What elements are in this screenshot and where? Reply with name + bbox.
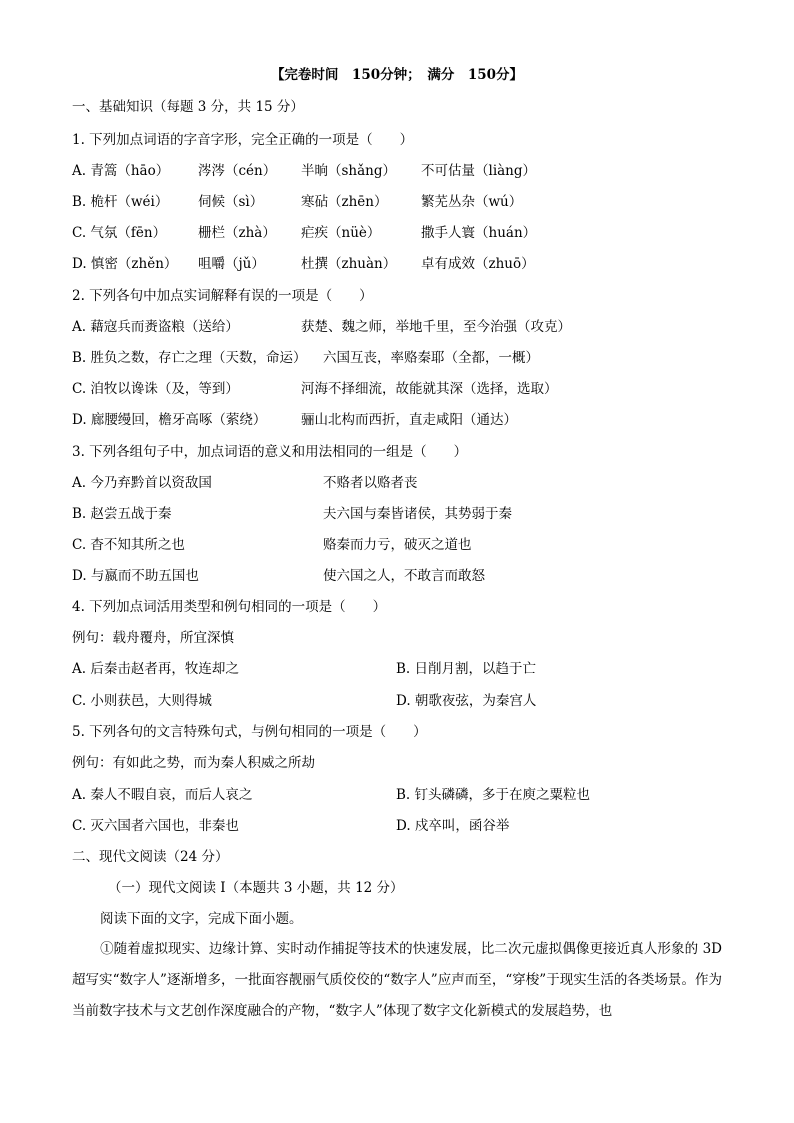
option-cell: 六国互丧，率赂秦耶（全都，一概） [323, 350, 539, 366]
option-cell: A. 今乃弃黔首以资敌国 [72, 475, 212, 491]
subsection-title: （一）现代文阅读 I（本题共 3 小题，共 12 分） [108, 880, 404, 896]
option-cell: D. 与嬴而不助五国也 [72, 568, 199, 584]
reading-paragraph [72, 934, 722, 1027]
question-5-stem: 5. 下列各句的文言特殊句式，与例句相同的一项是（ ） [72, 724, 427, 740]
option-cell: C. 灭六国者六国也，非秦也 [72, 818, 239, 834]
section-2-title: 二、现代文阅读（24 分） [72, 849, 229, 865]
option-cell: A. 后秦击赵者再，牧连却之 [72, 661, 239, 677]
question-4-stem: 4. 下列加点词活用类型和例句相同的一项是（ ） [72, 599, 387, 615]
option-cell: 河海不择细流，故能就其深（选择，选取） [301, 381, 558, 397]
option-cell: C. 杳不知其所之也 [72, 537, 185, 553]
question-3-stem: 3. 下列各组句子中，加点词语的意义和用法相同的一组是（ ） [72, 444, 468, 460]
option-cell: A. 藉寇兵而赉盗粮（送给） [72, 319, 239, 335]
question-1-stem: 1. 下列加点词语的字音字形，完全正确的一项是（ ） [72, 132, 414, 148]
option-cell: B. 赵尝五战于秦 [72, 506, 172, 522]
option-cell: 杜撰（zhuàn） [301, 256, 397, 272]
question-5-example: 例句：有如此之势，而为秦人积威之所劫 [72, 755, 315, 771]
option-cell: 栅栏（zhà） [198, 225, 276, 241]
question-2-stem: 2. 下列各句中加点实词解释有误的一项是（ ） [72, 288, 373, 304]
option-cell: D. 廊腰缦回，檐牙高啄（萦绕） [72, 412, 267, 428]
option-cell: B. 日削月割，以趋于亡 [396, 661, 537, 677]
option-cell: 骊山北构而西折，直走咸阳（通达） [301, 412, 517, 428]
exam-header: 【完卷时间 150分钟； 满分 150分】 [270, 67, 524, 83]
option-cell: D. 慎密（zhěn） [72, 256, 178, 272]
option-cell: 赂秦而力亏，破灭之道也 [323, 537, 472, 553]
option-cell: 夫六国与秦皆诸侯，其势弱于秦 [323, 506, 512, 522]
option-cell: B. 胜负之数，存亡之理（天数，命运） [72, 350, 307, 366]
option-cell: 不可估量（liàng） [421, 163, 537, 179]
option-cell: 咀嚼（jǔ） [198, 256, 265, 272]
option-cell: C. 小则获邑，大则得城 [72, 693, 212, 709]
option-cell: 寒砧（zhēn） [301, 194, 388, 210]
option-cell: C. 洎牧以谗诛（及，等到） [72, 381, 239, 397]
option-cell: 半晌（shǎng） [301, 163, 397, 179]
option-cell: 撒手人寰（huán） [421, 225, 537, 241]
option-cell: 卓有成效（zhuō） [421, 256, 535, 272]
option-cell: B. 钉头磷磷，多于在庾之粟粒也 [396, 787, 591, 803]
option-cell: 获楚、魏之师，举地千里，至今治强（攻克） [301, 319, 571, 335]
option-cell: C. 气氛（fēn） [72, 225, 167, 241]
option-cell: D. 戍卒叫，函谷举 [396, 818, 510, 834]
option-cell: 使六国之人，不敢言而敢怒 [323, 568, 485, 584]
section-1-title: 一、基础知识（每题 3 分，共 15 分） [72, 99, 304, 115]
option-cell: 不赂者以赂者丧 [323, 475, 418, 491]
option-cell: 繁芜丛杂（wú） [421, 194, 523, 210]
option-cell: A. 青篙（hāo） [72, 163, 170, 179]
option-cell: 伺候（sì） [198, 194, 264, 210]
question-4-example: 例句：载舟覆舟，所宜深慎 [72, 630, 234, 646]
reading-instruction: 阅读下面的文字，完成下面小题。 [100, 911, 303, 927]
option-cell: A. 秦人不暇自哀，而后人哀之 [72, 787, 253, 803]
paragraph-text: ①随着虚拟现实、边缘计算、实时动作捕捉等技术的快速发展，比二次元虚拟偶像更接近真人形象的 3D 超写实“数字人”逐渐增多，一批面容靓丽气质佼佼的“数字人”应声而至，“穿梭”于现实生活的各类场景。作为当前数字技术与文艺创作深度融合的产物，“数字人”体现了数字文化新模式的发展趋势，也 [72, 941, 722, 1019]
option-cell: 涔涔（cén） [198, 163, 277, 179]
option-cell: 疟疾（nüè） [301, 225, 381, 241]
option-cell: D. 朝歌夜弦，为秦宫人 [396, 693, 537, 709]
option-cell: B. 桅杆（wéi） [72, 194, 169, 210]
